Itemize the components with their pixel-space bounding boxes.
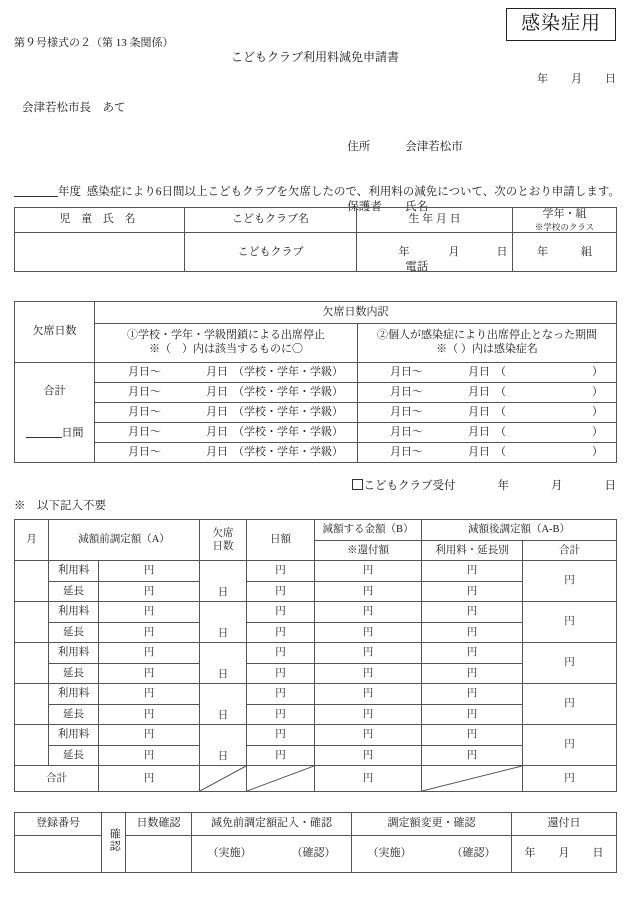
- col1-tail: （学校・学年・学級）: [233, 445, 343, 458]
- calc-row-label: 利用料: [49, 602, 99, 623]
- address-value: 会津若松市: [405, 141, 463, 153]
- absence-row: [15, 403, 617, 423]
- calc-group-total[interactable]: 円: [523, 725, 617, 766]
- name-label: 氏名: [405, 201, 429, 213]
- absence-row: [15, 383, 617, 403]
- calc-after-amount[interactable]: 円: [422, 643, 523, 664]
- calc-after-amount[interactable]: 円: [422, 581, 523, 602]
- calc-after-amount[interactable]: 円: [422, 622, 523, 643]
- col2-open-paren: （: [495, 445, 506, 458]
- calc-total-reduce[interactable]: 円: [315, 766, 422, 792]
- calc-header-after-sub2: 合計: [523, 540, 617, 561]
- calc-header-before: 減額前調定額（A）: [49, 520, 200, 561]
- calc-reduce-amount[interactable]: 円: [315, 581, 422, 602]
- phone-label: 電話: [405, 261, 429, 273]
- calc-month-input[interactable]: [15, 561, 49, 602]
- reg-header-refund-date: 還付日: [512, 813, 617, 836]
- absence-row: [15, 423, 617, 443]
- calc-before-amount[interactable]: 円: [99, 622, 200, 643]
- calc-row-label: 利用料: [49, 643, 99, 664]
- reg-header-change: 調定額変更・確認: [352, 813, 512, 836]
- col2-month-from: 月: [390, 445, 401, 458]
- absence-col1-entry[interactable]: [95, 443, 358, 463]
- calc-month-input[interactable]: [15, 684, 49, 725]
- reg-number-input[interactable]: [15, 836, 102, 873]
- addressee: 会津若松市長 あて: [22, 102, 126, 114]
- guardian-label: 保護者: [347, 201, 382, 213]
- col2-day-from: 日～: [401, 405, 423, 418]
- receipt-month: 月: [551, 480, 563, 492]
- col1-month-from: 月: [128, 445, 139, 458]
- checkbox-icon[interactable]: [352, 479, 363, 490]
- club-name-input[interactable]: こどもクラブ: [185, 233, 357, 272]
- calc-before-amount[interactable]: 円: [99, 663, 200, 684]
- calc-daily-amount[interactable]: 円: [247, 622, 315, 643]
- calc-total-after-struck: [422, 766, 523, 792]
- absence-total-blank[interactable]: [26, 425, 62, 438]
- calc-daily-amount[interactable]: 円: [247, 745, 315, 766]
- col2-month-to: 月: [468, 385, 479, 398]
- absence-col2-entry[interactable]: [358, 363, 617, 383]
- calc-row: [15, 602, 617, 623]
- calc-before-amount[interactable]: 円: [99, 684, 200, 705]
- reg-header-days-check: 日数確認: [126, 813, 192, 836]
- receipt-year: 年: [497, 480, 509, 492]
- table-header-row: [15, 208, 617, 233]
- col1-month-to: 月: [206, 365, 217, 378]
- absence-row: [15, 363, 617, 383]
- col1-day-to: 日: [217, 365, 228, 378]
- col1-tail: （学校・学年・学級）: [233, 385, 343, 398]
- application-statement: [14, 183, 620, 199]
- calc-row-label: 延長: [49, 745, 99, 766]
- col2-open-paren: （: [495, 385, 506, 398]
- calc-group-total[interactable]: 円: [523, 684, 617, 725]
- calc-row-label: 延長: [49, 622, 99, 643]
- absence-total-days[interactable]: [15, 425, 94, 441]
- calc-absent-days-input[interactable]: 日: [200, 643, 247, 684]
- calc-daily-amount[interactable]: 円: [247, 643, 315, 664]
- col1-month-from: 月: [128, 405, 139, 418]
- calc-header-absent-days: [200, 520, 247, 561]
- reg-header-confirm: 確認: [102, 813, 126, 873]
- calc-row: [15, 561, 617, 582]
- calc-row-label: 利用料: [49, 725, 99, 746]
- calc-reduce-amount[interactable]: 円: [315, 663, 422, 684]
- col2-day-to: 日: [479, 365, 490, 378]
- calc-before-amount[interactable]: 円: [99, 725, 200, 746]
- col1-tail: （学校・学年・学級）: [233, 425, 343, 438]
- calc-before-amount[interactable]: 円: [99, 704, 200, 725]
- absence-breakdown-header-row: [15, 302, 617, 324]
- col1-day-to: 日: [217, 385, 228, 398]
- calc-header-after-sub1: 利用料・延長別: [422, 540, 523, 561]
- col2-month-to: 月: [468, 425, 479, 438]
- absence-col2-entry[interactable]: [358, 423, 617, 443]
- col1-month-from: 月: [128, 425, 139, 438]
- receipt-day: 日: [604, 480, 616, 492]
- calc-daily-amount[interactable]: 円: [247, 684, 315, 705]
- registration-table: [14, 812, 617, 873]
- submission-date: [537, 70, 616, 86]
- col1-tail: （学校・学年・学級）: [233, 405, 343, 418]
- header-grade-class-note: ※学校のクラス: [534, 221, 595, 232]
- col2-open-paren: （: [495, 365, 506, 378]
- calc-reduce-amount[interactable]: 円: [315, 561, 422, 582]
- calc-row-label: 延長: [49, 581, 99, 602]
- col1-day-from: 日～: [139, 445, 161, 458]
- absence-col1-entry[interactable]: [95, 363, 358, 383]
- col1-month-to: 月: [206, 405, 217, 418]
- calc-absent-days-input[interactable]: 日: [200, 602, 247, 643]
- calc-after-amount[interactable]: 円: [422, 725, 523, 746]
- absence-col1-entry[interactable]: [95, 423, 358, 443]
- calc-reduce-amount[interactable]: 円: [315, 704, 422, 725]
- absence-col1-title: ①学校・学年・学級閉鎖による出席停止: [127, 329, 325, 342]
- absence-total-cell[interactable]: [15, 363, 95, 463]
- calc-total-days-struck: [200, 766, 247, 792]
- reg-change-impl-label: （実施）: [367, 847, 412, 860]
- col2-day-to: 日: [479, 405, 490, 418]
- calc-daily-amount[interactable]: 円: [247, 663, 315, 684]
- calc-header-absent-days-l1: 欠席: [212, 527, 234, 539]
- col2-day-to: 日: [479, 425, 490, 438]
- absence-col2-header: [358, 324, 617, 363]
- calc-absent-days-input[interactable]: 日: [200, 561, 247, 602]
- calc-after-amount[interactable]: 円: [422, 684, 523, 705]
- calc-header-absent-days-l2: 日数: [212, 541, 234, 552]
- col2-month-to: 月: [468, 365, 479, 378]
- calc-row-label: 利用料: [49, 684, 99, 705]
- reg-header-row: [15, 813, 617, 836]
- calc-before-amount[interactable]: 円: [99, 643, 200, 664]
- reg-change-conf-label: （確認）: [451, 847, 496, 860]
- absence-col2-entry[interactable]: [358, 383, 617, 403]
- absence-rows-body: [15, 363, 617, 463]
- col2-close-paren: ）: [592, 425, 603, 438]
- calc-absent-days-input[interactable]: 日: [200, 725, 247, 766]
- calc-header-reduce-note: ※還付額: [315, 540, 422, 561]
- absence-col2-entry[interactable]: [358, 403, 617, 423]
- col2-close-paren: ）: [592, 365, 603, 378]
- absence-col1-entry[interactable]: [95, 383, 358, 403]
- header-grade-class-main: 学年・組: [542, 208, 587, 220]
- calc-total-label: 合計: [15, 766, 99, 792]
- calc-reduce-amount[interactable]: 円: [315, 725, 422, 746]
- calc-row: [15, 725, 617, 746]
- date-day-label: 日: [605, 73, 616, 85]
- calc-total-row: [15, 766, 617, 792]
- col1-month-to: 月: [206, 385, 217, 398]
- birthdate-input[interactable]: 年 月 日: [357, 233, 513, 272]
- col2-month-to: 月: [468, 445, 479, 458]
- reg-before-impl-label: （実施）: [207, 847, 252, 860]
- col2-month-from: 月: [390, 385, 401, 398]
- calc-daily-amount[interactable]: 円: [247, 725, 315, 746]
- applicant-address-row: [330, 117, 463, 177]
- header-birthdate: 生 年 月 日: [357, 208, 513, 233]
- col2-open-paren: （: [495, 405, 506, 418]
- fiscal-year-blank: [14, 184, 58, 197]
- calc-header-after: 減額後調定額（A-B）: [422, 520, 617, 541]
- reg-change-input[interactable]: [352, 836, 512, 873]
- col1-day-from: 日～: [139, 405, 161, 418]
- header-club-name: こどもクラブ名: [185, 208, 357, 233]
- reg-header-number: 登録番号: [15, 813, 102, 836]
- child-name-input[interactable]: [15, 233, 185, 272]
- header-child-name: 児 童 氏 名: [15, 208, 185, 233]
- calc-total-daily-struck: [247, 766, 315, 792]
- calc-header-daily: 日額: [247, 520, 315, 561]
- col2-month-from: 月: [390, 425, 401, 438]
- calc-group-total[interactable]: 円: [523, 602, 617, 643]
- statement-text: 感染症により6日間以上こどもクラブを欠席したので、利用料の減免について、次のとおり申請します。: [86, 186, 620, 198]
- calc-daily-amount[interactable]: 円: [247, 561, 315, 582]
- calc-after-amount[interactable]: 円: [422, 663, 523, 684]
- col1-day-from: 日～: [139, 425, 161, 438]
- col2-day-to: 日: [479, 385, 490, 398]
- absence-total-label: 合計: [43, 384, 66, 397]
- calc-total-before[interactable]: 円: [99, 766, 200, 792]
- calc-row-label: 延長: [49, 704, 99, 725]
- calc-after-amount[interactable]: 円: [422, 602, 523, 623]
- no-entry-note: ※ 以下記入不要: [14, 500, 106, 512]
- absence-breakdown-header: 欠席日数内訳: [95, 302, 617, 324]
- calc-after-amount[interactable]: 円: [422, 561, 523, 582]
- absence-col1-entry[interactable]: [95, 403, 358, 423]
- calc-header-reduce: 減額する金額（B）: [315, 520, 422, 541]
- col2-month-from: 月: [390, 405, 401, 418]
- calc-month-input[interactable]: [15, 602, 49, 643]
- address-label: 住所: [347, 141, 371, 153]
- col1-month-from: 月: [128, 385, 139, 398]
- col1-day-from: 日～: [139, 385, 161, 398]
- calc-row-label: 利用料: [49, 561, 99, 582]
- col2-day-from: 日～: [401, 425, 423, 438]
- calc-after-amount[interactable]: 円: [422, 704, 523, 725]
- col1-tail: （学校・学年・学級）: [233, 365, 343, 378]
- calc-daily-amount[interactable]: 円: [247, 704, 315, 725]
- col2-day-from: 日～: [401, 445, 423, 458]
- calc-rows-body: [15, 561, 617, 792]
- calc-reduce-amount[interactable]: 円: [315, 643, 422, 664]
- col1-month-to: 月: [206, 425, 217, 438]
- calc-after-amount[interactable]: 円: [422, 745, 523, 766]
- calc-before-amount[interactable]: 円: [99, 581, 200, 602]
- col2-month-to: 月: [468, 405, 479, 418]
- calc-before-amount[interactable]: 円: [99, 602, 200, 623]
- infection-stamp-box: 感染症用: [506, 8, 616, 41]
- absence-col1-header: [95, 324, 358, 363]
- receipt-label: こどもクラブ受付: [363, 480, 456, 492]
- col2-close-paren: ）: [592, 405, 603, 418]
- col2-day-from: 日～: [401, 365, 423, 378]
- reg-days-check-input[interactable]: [126, 836, 192, 873]
- calc-grand-total[interactable]: 円: [523, 766, 617, 792]
- header-grade-class: [513, 208, 617, 233]
- calc-before-amount[interactable]: 円: [99, 561, 200, 582]
- calc-month-input[interactable]: [15, 725, 49, 766]
- reg-before-conf-label: （確認）: [291, 847, 336, 860]
- form-number: 第９号様式の２（第 13 条関係）: [14, 37, 174, 49]
- absence-row: [15, 443, 617, 463]
- calc-daily-amount[interactable]: 円: [247, 602, 315, 623]
- absence-col2-title: ②個人が感染症により出席停止となった期間: [377, 329, 597, 342]
- fiscal-year-suffix: 年度: [58, 186, 81, 198]
- col2-open-paren: （: [495, 425, 506, 438]
- col1-day-to: 日: [217, 425, 228, 438]
- reg-before-entry-input[interactable]: [192, 836, 352, 873]
- col2-month-from: 月: [390, 365, 401, 378]
- col1-day-to: 日: [217, 405, 228, 418]
- absence-left-header: 欠席日数: [15, 302, 95, 363]
- calc-header-row-1: [15, 520, 617, 541]
- col1-month-from: 月: [128, 365, 139, 378]
- absence-col1-note: ※（ ）内は該当するものに〇: [149, 343, 303, 355]
- child-info-table: [14, 207, 617, 272]
- calc-before-amount[interactable]: 円: [99, 745, 200, 766]
- calc-reduce-amount[interactable]: 円: [315, 745, 422, 766]
- calc-row: [15, 684, 617, 705]
- col2-day-from: 日～: [401, 385, 423, 398]
- table-row: [15, 233, 617, 272]
- absence-days-table: [14, 301, 617, 463]
- calc-row-label: 延長: [49, 663, 99, 684]
- date-year-label: 年: [537, 73, 548, 85]
- calc-reduce-amount[interactable]: 円: [315, 602, 422, 623]
- col2-day-to: 日: [479, 445, 490, 458]
- col1-month-to: 月: [206, 445, 217, 458]
- absence-col2-entry[interactable]: [358, 443, 617, 463]
- col1-day-to: 日: [217, 445, 228, 458]
- col2-close-paren: ）: [592, 385, 603, 398]
- absence-col2-note: ※（ ）内は感染症名: [436, 343, 538, 355]
- col2-close-paren: ）: [592, 445, 603, 458]
- reg-refund-date-input[interactable]: 年 月 日: [512, 836, 617, 873]
- calc-header-month: 月: [15, 520, 49, 561]
- calc-month-input[interactable]: [15, 643, 49, 684]
- calc-row: [15, 643, 617, 664]
- fee-calculation-table: [14, 519, 617, 792]
- calc-absent-days-input[interactable]: 日: [200, 684, 247, 725]
- absence-days-unit: 日間: [61, 426, 84, 439]
- calc-group-total[interactable]: 円: [523, 561, 617, 602]
- club-receipt-line: [14, 477, 616, 493]
- date-month-label: 月: [571, 73, 582, 85]
- calc-reduce-amount[interactable]: 円: [315, 622, 422, 643]
- page-title: こどもクラブ利用料減免申請書: [230, 50, 399, 64]
- calc-reduce-amount[interactable]: 円: [315, 684, 422, 705]
- grade-class-input[interactable]: 年 組: [513, 233, 617, 272]
- reg-header-before-entry: 減免前調定額記入・確認: [192, 813, 352, 836]
- absence-subheader-row: [15, 324, 617, 363]
- col1-day-from: 日～: [139, 365, 161, 378]
- calc-group-total[interactable]: 円: [523, 643, 617, 684]
- calc-daily-amount[interactable]: 円: [247, 581, 315, 602]
